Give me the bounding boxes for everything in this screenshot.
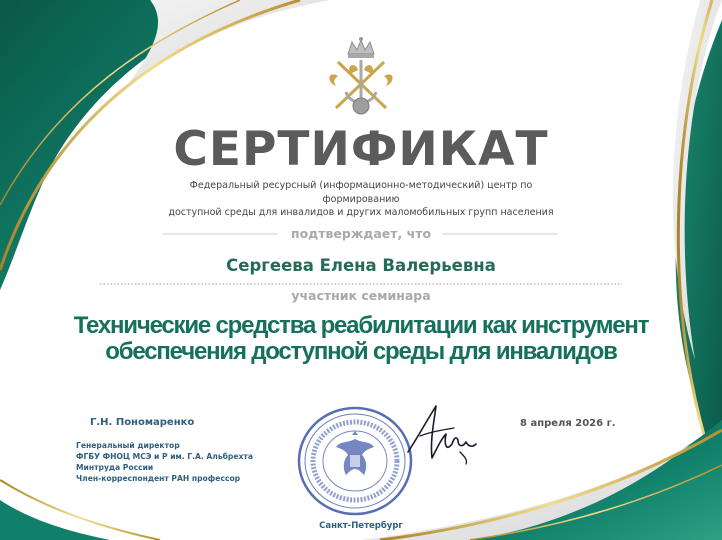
- green-swoosh-bottom-left: [0, 500, 110, 540]
- official-stamp: [296, 405, 414, 517]
- signatory-title-line-2: ФГБУ ФНОЦ МСЭ и Р им. Г.А. Альбрехта: [76, 452, 253, 461]
- signatory-title-line-1: Генеральный директор: [76, 441, 180, 450]
- certificate-title: СЕРТИФИКАТ: [173, 122, 549, 177]
- seminar-topic-line-1: Технические средства реабилитации как инструмент: [73, 312, 649, 339]
- organization-line-2: доступной среды для инвалидов и других маломобильных групп населения: [168, 207, 554, 218]
- recipient-name: Сергеева Елена Валерьевна: [226, 256, 496, 275]
- emblem-logo: [322, 36, 400, 118]
- confirms-text: подтверждает, что: [290, 226, 432, 241]
- signatory-title-line-3: Минтруда России: [76, 463, 154, 472]
- seminar-topic-line-2: обеспечения доступной среды для инвалидов: [105, 338, 617, 365]
- city: Санкт-Петербург: [319, 521, 403, 531]
- signatory-title-line-4: Член-корреспондент РАН профессор: [76, 474, 241, 483]
- handwritten-signature: [402, 400, 480, 466]
- organization-line-1: Федеральный ресурсный (информационно-методический) центр по формированию: [189, 180, 533, 205]
- participant-role: участник семинара: [291, 288, 431, 303]
- seminar-topic: [40, 313, 682, 365]
- organization-name: [150, 179, 572, 220]
- issue-date: 8 апреля 2026 г.: [520, 418, 616, 429]
- signatory-name: Г.Н. Пономаренко: [90, 417, 195, 428]
